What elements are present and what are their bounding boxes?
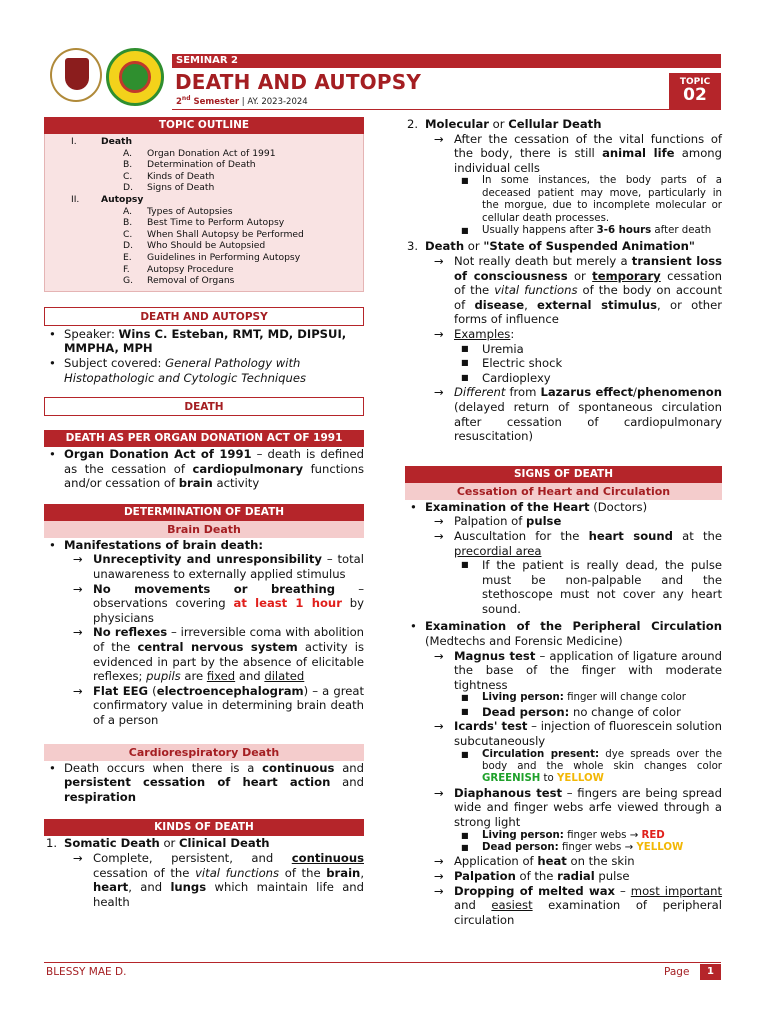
heart-exam-heading: • Examination of the Heart (Doctors): [410, 499, 648, 514]
header-bar: [172, 54, 721, 68]
magnus-living: ■ Living person: finger will change color: [461, 692, 686, 704]
melted-wax-test: → Dropping of melted wax – most important and easiest examination of peripheral circulation: [434, 883, 723, 927]
toc-item: [45, 206, 363, 218]
manifestation-unreceptivity: → Unreceptivity and unresponsibility – total unawareness to externally applied stimulus: [73, 552, 364, 582]
diaphanous-test: → Diaphanous test – fingers are being spread wide and finger webs arfe viewed through a strong light: [434, 785, 722, 830]
toc-item: [45, 252, 363, 264]
organ-donation-item: • Organ Donation Act of 1991 – death is defined as the cessation of cardiopulmonary functions and/or cessation of brain activity: [49, 447, 364, 491]
toc-item-label: Death: [101, 136, 132, 147]
examples-label: → Examples:: [434, 326, 515, 341]
molecular-death-note-1: ■ In some instances, the body parts of a deceased patient may move, particularly in the morgue, due to incomplete molecular or cellular death processes.: [461, 175, 722, 224]
semester-line: 2nd Semester | AY. 2023-2024: [176, 95, 308, 107]
toc-item-label: When Shall Autopsy be Performed: [147, 228, 304, 240]
section-kinds-of-death: KINDS OF DEATH: [44, 819, 364, 836]
molecular-death-heading: 2. Molecular or Cellular Death: [407, 117, 602, 131]
page-label: Page: [664, 966, 690, 978]
radial-palpation: → Palpation of the radial pulse: [434, 869, 630, 884]
toc-item: [45, 148, 363, 160]
toc-item-label: Kinds of Death: [147, 170, 215, 182]
toc-item-number: C.: [123, 170, 133, 182]
toc-item: [45, 275, 363, 287]
molecular-death-definition: → After the cessation of the vital functions of the body, there is still animal life among individual cells: [434, 131, 722, 175]
toc-item: [45, 264, 363, 276]
toc-item-label: Autopsy: [101, 193, 144, 205]
toc-item-number: E.: [123, 251, 132, 263]
toc-item: [45, 240, 363, 252]
toc-item: [45, 182, 363, 194]
footer-divider: [44, 962, 721, 963]
topic-badge: TOPIC 02: [669, 73, 721, 109]
toc-item-number: B.: [123, 217, 133, 229]
author-name: BLESSY MAE D.: [46, 966, 127, 978]
heart-exam-note: ■ If the patient is really dead, the pulse must be non-palpable and the stethoscope must not cover any heart sound.: [461, 558, 722, 616]
seminar-label: SEMINAR 2: [176, 55, 238, 66]
topic-outline: [44, 134, 364, 292]
toc-item-label: Removal of Organs: [147, 275, 235, 287]
section-death-and-autopsy: DEATH AND AUTOPSY: [44, 307, 364, 326]
diaphanous-dead: ■ Dead person: finger webs → YELLOW: [461, 842, 684, 854]
page-title: DEATH AND AUTOPSY: [175, 70, 422, 94]
heat-application: → Application of heat on the skin: [434, 854, 635, 869]
magnus-test: → Magnus test – application of ligature around the base of the finger with moderate tightness: [434, 648, 723, 692]
toc-item-number: D.: [123, 240, 133, 252]
section-death: DEATH: [44, 397, 364, 416]
molecular-death-note-2: ■ Usually happens after 3-6 hours after death: [461, 225, 712, 236]
toc-item-label: Best Time to Perform Autopsy: [147, 217, 285, 229]
toc-item-label: Guidelines in Performing Autopsy: [147, 251, 301, 263]
left-column: [44, 117, 364, 909]
toc-item: [45, 136, 363, 148]
toc-item: [45, 159, 363, 171]
auscultation-item: → Auscultation for the heart sound at the precordial area: [434, 528, 722, 558]
speaker-item: • Speaker: Wins C. Esteban, RMT, MD, DIPSUI, MMPHA, MPH: [49, 326, 347, 356]
somatic-death-heading: 1. Somatic Death or Clinical Death: [46, 836, 270, 851]
section-signs-of-death: SIGNS OF DEATH: [405, 466, 722, 483]
palpation-pulse: → Palpation of pulse: [434, 514, 562, 529]
department-seal-logo: [106, 48, 164, 106]
manifestation-flat-eeg: → Flat EEG (electroencephalogram) – a great confirmatory value in determining brain death of a person: [73, 683, 365, 727]
toc-item-number: A.: [123, 205, 133, 217]
magnus-dead: ■ Dead person: no change of color: [461, 704, 681, 719]
subsection-brain-death: Brain Death: [44, 521, 364, 538]
example-electric-shock: ■ Electric shock: [461, 356, 563, 371]
somatic-death-definition: → Complete, persistent, and continuous cessation of the vital functions of the brain, heart, and lungs which maintain life and health: [73, 850, 365, 909]
suspended-animation-heading: 3. Death or "State of Suspended Animation": [407, 239, 695, 254]
toc-item-label: Who Should be Autopsied: [147, 240, 266, 252]
toc-item-label: Organ Donation Act of 1991: [147, 147, 276, 159]
toc-item-number: I.: [71, 136, 77, 147]
right-column: [405, 117, 722, 927]
subject-item: • Subject covered: General Pathology with Histopathologic and Cytologic Techniques: [49, 355, 307, 385]
cardiorespiratory-item: • Death occurs when there is a continuous and persistent cessation of heart action and respiration: [49, 760, 365, 804]
school-seal-logo: [50, 48, 102, 102]
toc-item-label: Types of Autopsies: [147, 205, 233, 217]
toc-item-number: C.: [123, 228, 133, 240]
toc-item-number: F.: [123, 263, 130, 275]
toc-item-label: Determination of Death: [147, 159, 256, 171]
manifestations-item: • Manifestations of brain death:: [49, 537, 264, 552]
example-cardioplexy: ■ Cardioplexy: [461, 370, 551, 385]
section-organ-donation: DEATH AS PER ORGAN DONATION ACT OF 1991: [44, 430, 364, 447]
section-determination: DETERMINATION OF DEATH: [44, 504, 364, 521]
toc-item: [45, 171, 363, 183]
toc-title: TOPIC OUTLINE: [44, 117, 364, 134]
lazarus-effect-note: → Different from Lazarus effect/phenomenon (delayed return of spontaneous circulation after cessation of cardiopulmonary resuscitation): [434, 385, 722, 444]
toc-item-label: Signs of Death: [147, 182, 215, 194]
icards-test: → Icards' test – injection of fluorescein solution subcutaneously: [434, 719, 722, 749]
toc-item: [45, 217, 363, 229]
peripheral-exam-heading: • Examination of the Peripheral Circulation (Medtechs and Forensic Medicine): [410, 619, 722, 649]
subsection-cessation: Cessation of Heart and Circulation: [405, 483, 722, 500]
example-uremia: ■ Uremia: [461, 341, 524, 356]
manifestation-no-reflexes: → No reflexes – irreversible coma with abolition of the central nervous system activity is evidenced in part by the absence of elicitable reflexes; pupils are fixed and dilated: [73, 625, 365, 684]
toc-item-number: B.: [123, 159, 133, 171]
toc-item-number: A.: [123, 147, 133, 159]
header-divider: [172, 109, 721, 110]
toc-item-number: D.: [123, 182, 133, 194]
manifestation-no-movements: → No movements or breathing – observations covering at least 1 hour by physicians: [73, 581, 365, 625]
toc-item-label: Autopsy Procedure: [147, 263, 234, 275]
subsection-cardiorespiratory: Cardiorespiratory Death: [44, 744, 364, 761]
diaphanous-living: ■ Living person: finger webs → RED: [461, 829, 665, 841]
icards-circulation-present: ■ Circulation present: dye spreads over the body and the whole skin changes color GREENISH to YELLOW: [461, 748, 722, 785]
toc-item: [45, 194, 363, 206]
toc-item-number: II.: [71, 193, 80, 205]
page-number: 1: [700, 964, 721, 980]
toc-item: [45, 229, 363, 241]
toc-item-number: G.: [123, 275, 134, 287]
suspended-animation-definition: → Not really death but merely a transient loss of consciousness or temporary cessation of the vital functions of the body on account of disease, external stimulus, or other forms of influence: [434, 254, 723, 327]
